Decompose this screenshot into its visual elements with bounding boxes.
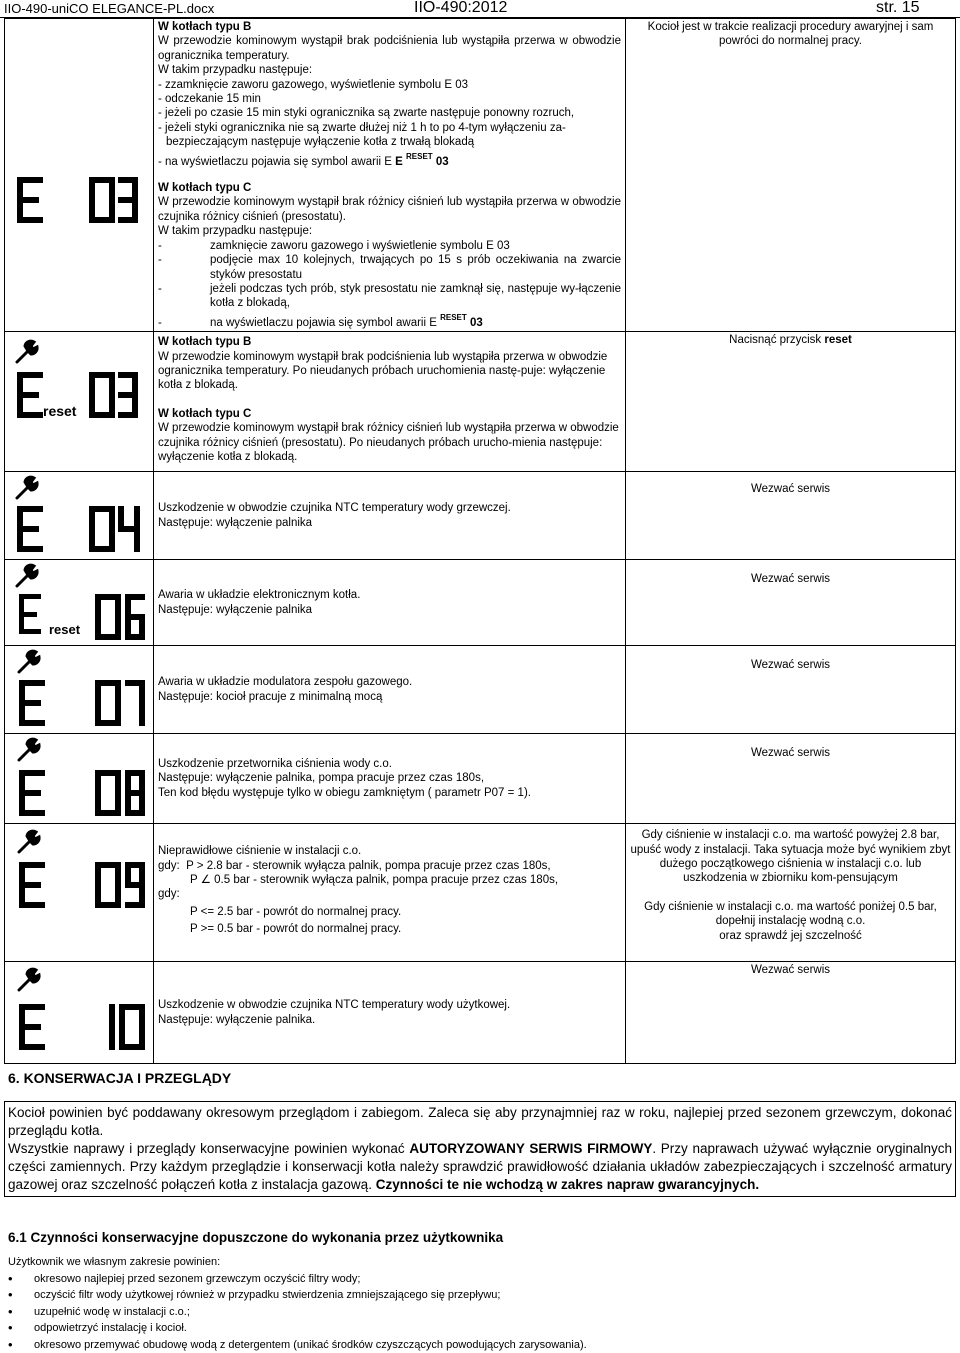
code-cell-e06 [5, 560, 154, 646]
type-c-title: W kotłach typu C [158, 182, 252, 195]
error-row-e08 [5, 734, 956, 824]
type-c-intro: W przewodzie kominowym wystąpił brak różnicy ciśnień lub wystąpiła przerwa w obwodzie czujnika różnicy ciśnień (presostatu). [158, 196, 621, 223]
display-e06-icon [5, 560, 145, 646]
display-e07-icon [5, 646, 145, 734]
code-cell-e07 [5, 646, 154, 734]
code-cell-e04 [5, 472, 154, 560]
action-cell-e03-reset: Nacisnąć przycisk reset [626, 332, 956, 472]
code-cell-e03-reset [5, 332, 154, 472]
desc-line: Następuje: wyłączenie palnika. [158, 1013, 316, 1026]
type-b-text: W przewodzie kominowym wystąpił brak podciśnienia lub wystąpiła przerwa w obwodzie ogranicznika temperatury. Po nieudanych próbach uruchomienia nastę-puje: wyłączenie kotła z blokadą. [158, 350, 608, 392]
gdy-label: gdy: [158, 888, 180, 901]
type-c-then: W takim przypadku następuje: [158, 225, 313, 238]
section-6-1-intro: Użytkownik we własnym zakresie powinien: [8, 1256, 221, 1268]
desc-line: Uszkodzenie w obwodzie czujnika NTC temperatury wody użytkowej. [158, 999, 511, 1012]
type-c-step: - na wyświetlaczu pojawia się symbol awarii E $^{RESET}$ 03 [158, 312, 483, 329]
desc-cell-e03-reset [154, 332, 626, 472]
desc-cell-e03 [154, 19, 626, 332]
error-row-e03 [5, 19, 956, 332]
action-cell-e09 [626, 824, 956, 962]
error-row-e03-reset [5, 332, 956, 472]
section-6-title: 6. KONSERWACJA I PRZEGLĄDY [8, 1070, 232, 1086]
desc-cell-e09 [154, 824, 626, 962]
type-b-step: - zzamknięcie zaworu gazowego, wyświetlenie symbolu E 03 [158, 78, 469, 91]
action-text: Gdy ciśnienie w instalacji c.o. ma wartość powyżej 2.8 bar, upuść wody z instalacji. Taka sytuacja może być wynikiem zbyt dużego początkowego ciśnienia w instalacji c.o. lub uszkodzenia w zbiorniku kom-pensującym [630, 829, 951, 885]
svg-text:reset: reset [49, 622, 81, 638]
action-cell-e03: Kocioł jest w trakcie realizacji procedury awaryjnej i sam powróci do normalnej pracy. [626, 19, 956, 332]
wrench-icon [17, 477, 37, 498]
desc-line: Uszkodzenie przetwornika ciśnienia wody c.o. [158, 758, 392, 771]
section-6-1-title: 6.1 Czynności konserwacyjne dopuszczone do wykonania przez użytkownika [8, 1230, 504, 1245]
list-item: • uzupełnić wodę w instalacji c.o.; [8, 1304, 587, 1320]
code-cell-e09 [5, 824, 154, 962]
display-e10-icon [5, 962, 145, 1064]
error-row-e04 [5, 472, 956, 560]
desc-cell-e10 [154, 962, 626, 1064]
maintenance-box [4, 1101, 956, 1197]
list-item: • okresowo przemywać obudowę wodą z detergentem (unikać środków czyszczących powodujących zarysowania). [8, 1337, 587, 1353]
maintenance-para-2: Wszystkie naprawy i przeglądy konserwacyjne powinien wykonać AUTORYZOWANY SERWIS FIRMOWY. Przy naprawach używać wyłącznie oryginalnych części zamiennych. Przy każdym przeglądzie i konserwacji kotła należy sprawdzić prawidłowość działania układów zabezpieczających i szczelność armatury gazowej oraz szczelność połączeń kotła z instalacja gazową. Czynności te nie wchodzą w zakres napraw gwarancyjnych. [8, 1141, 952, 1192]
wrench-icon [19, 651, 39, 672]
wrench-icon [17, 565, 37, 586]
type-b-step: - na wyświetlaczu pojawia się symbol awarii E E $^{RESET}$ 03 [158, 151, 449, 168]
wrench-icon [17, 341, 37, 362]
display-e09-icon [5, 824, 145, 962]
header-page: str. 15 [876, 0, 920, 16]
type-c-text: W przewodzie kominowym wystąpił brak różnicy ciśnień lub wystąpiła przerwa w obwodzie czujnika różnicy ciśnień (presostatu). Po nieudanych próbach urucho-mienia następuje: wyłączenie kotła z blokadą. [158, 422, 619, 463]
desc-line: Następuje: wyłączenie palnika, pompa pracuje przez czas 180s, [158, 772, 485, 785]
desc-cell-e06 [154, 560, 626, 646]
action-cell-e07: Wezwać serwis [626, 646, 956, 734]
type-b-title: W kotłach typu B [158, 336, 252, 349]
error-row-e07 [5, 646, 956, 734]
desc-line: Nieprawidłowe ciśnienie w instalacji c.o. [158, 845, 362, 858]
pressure-line: P ∠ 0.5 bar - sterownik wyłącza palnik, pompa pracuje przez czas 180s, [190, 873, 559, 886]
display-e03-icon [5, 19, 145, 315]
error-row-e10 [5, 962, 956, 1064]
type-c-title: W kotłach typu C [158, 407, 252, 420]
pressure-line: P <= 2.5 bar - powrót do normalnej pracy. [190, 905, 402, 918]
desc-cell-e08 [154, 734, 626, 824]
desc-line: Ten kod błędu występuje tylko w obiegu zamkniętym ( parametr P07 = 1). [158, 786, 531, 799]
action-text: oraz sprawdź jej szczelność [719, 929, 862, 942]
list-item: • odpowietrzyć instalację i kocioł. [8, 1320, 587, 1336]
display-e08-icon [5, 734, 145, 824]
display-e04-icon [5, 472, 145, 560]
header-filename: IIO-490-uniCO ELEGANCE-PL.docx [4, 1, 215, 16]
action-cell-e04: Wezwać serwis [626, 472, 956, 560]
code-cell-e10 [5, 962, 154, 1064]
list-item: • okresowo najlepiej przed sezonem grzewczym oczyścić filtry wody; [8, 1271, 587, 1287]
code-cell-e08 [5, 734, 154, 824]
desc-line: Następuje: wyłączenie palnika [158, 516, 313, 529]
type-b-intro: W przewodzie kominowym wystąpił brak podciśnienia lub wystąpiła przerwa w obwodzie ogranicznika temperatury. [158, 35, 621, 62]
type-b-title: W kotłach typu B [158, 21, 252, 33]
type-c-step: - zamknięcie zaworu gazowego i wyświetlenie symbolu E 03 [158, 239, 510, 252]
type-c-step: - jeżeli podczas tych prób, styk presostatu nie zamknął się, następuje wy-łączenie kotła z blokadą, [158, 282, 621, 310]
page-header [0, 0, 960, 18]
action-cell-e08: Wezwać serwis [626, 734, 956, 824]
desc-cell-e07 [154, 646, 626, 734]
wrench-icon [19, 969, 39, 990]
desc-line: Następuje: kocioł pracuje z minimalną mocą [158, 690, 383, 703]
type-b-then: W takim przypadku następuje: [158, 64, 313, 77]
svg-text:reset: reset [43, 403, 77, 420]
desc-cell-e04 [154, 472, 626, 560]
error-row-e09 [5, 824, 956, 962]
display-e03-reset-icon [5, 332, 145, 472]
desc-line: Następuje: wyłączenie palnika [158, 603, 313, 616]
action-cell-e06: Wezwać serwis [626, 560, 956, 646]
desc-line: Awaria w układzie elektronicznym kotła. [158, 589, 361, 602]
wrench-icon [19, 831, 39, 852]
type-b-step: - jeżeli styki ogranicznika nie są zwarte dłużej niż 1 h to po 4-tym wyłączeniu za-bezpieczającym następuje wyłączenie kotła z trwałą blokadą [158, 121, 566, 149]
list-item: • oczyścić filtr wody użytkowej również w przypadku stwierdzenia zmniejszającego się przepływu; [8, 1287, 587, 1303]
user-maintenance-list [8, 1271, 587, 1353]
desc-line: Awaria w układzie modulatora zespołu gazowego. [158, 676, 413, 689]
code-cell-e03 [5, 19, 154, 332]
error-code-table [4, 18, 956, 1064]
wrench-icon [19, 739, 39, 760]
type-c-step: - podjęcie max 10 kolejnych, trwających po 15 s prób oczekiwania na zwarcie styków presostatu [158, 254, 621, 281]
action-cell-e10: Wezwać serwis [626, 962, 956, 1064]
header-doc-id: IIO-490:2012 [414, 0, 508, 16]
action-text: Gdy ciśnienie w instalacji c.o. ma wartość poniżej 0.5 bar, dopełnij instalację wodną c.o. [644, 900, 937, 928]
pressure-line: gdy: P > 2.8 bar - sterownik wyłącza palnik, pompa pracuje przez czas 180s, [158, 859, 551, 872]
error-row-e06 [5, 560, 956, 646]
pressure-line: P >= 0.5 bar - powrót do normalnej pracy. [190, 923, 402, 936]
type-b-step: - jeżeli po czasie 15 min styki ogranicznika są zwarte następuje ponowny rozruch, [158, 107, 575, 120]
desc-line: Uszkodzenie w obwodzie czujnika NTC temperatury wody grzewczej. [158, 502, 511, 515]
type-b-step: - odczekanie 15 min [158, 93, 261, 106]
maintenance-para-1: Kocioł powinien być poddawany okresowym przeglądom i zabiegom. Zaleca się aby przynajmniej raz w roku, najlepiej przed sezonem grzewczym, dokonać przeglądu kotła. [8, 1105, 952, 1138]
